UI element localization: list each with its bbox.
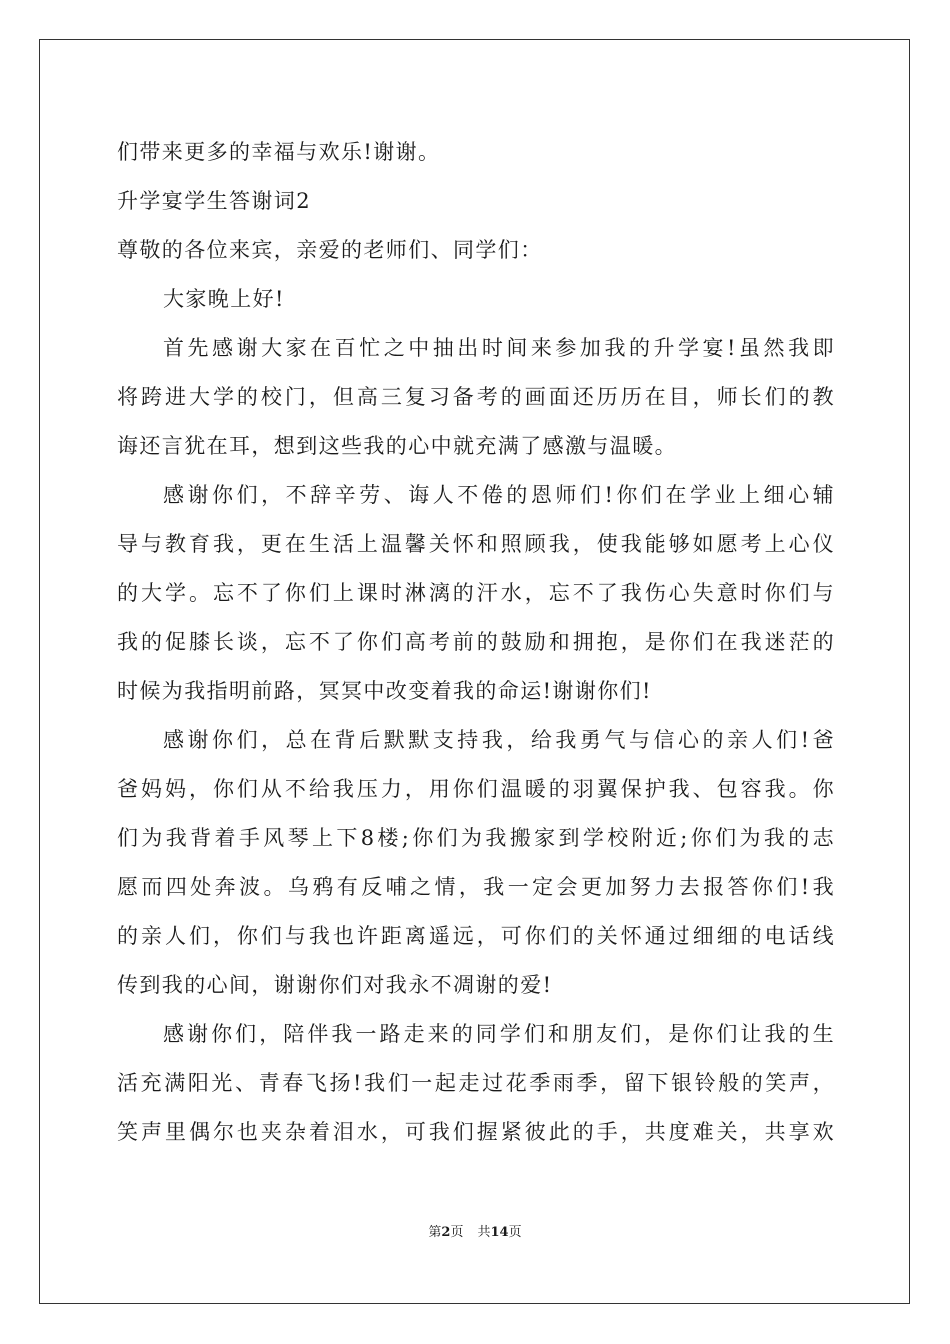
text-line: 愿而四处奔波。乌鸦有反哺之情，我一定会更加努力去报答你们!我: [117, 875, 835, 899]
page-prefix: 第: [428, 1225, 442, 1240]
text-line: 诲还言犹在耳，想到这些我的心中就充满了感激与温暖。: [117, 434, 677, 458]
total-suffix: 页: [508, 1225, 522, 1240]
text-line: 活充满阳光、青春飞扬!我们一起走过花季雨季，留下银铃般的笑声，: [117, 1071, 835, 1095]
text-line: 将跨进大学的校门，但高三复习备考的画面还历历在目，师长们的教: [117, 385, 835, 409]
total-pages: 14: [490, 1225, 509, 1240]
text-line: 尊敬的各位来宾，亲爱的老师们、同学们：: [117, 238, 543, 262]
text-line: 的大学。忘不了你们上课时淋漓的汗水，忘不了我伤心失意时你们与: [117, 581, 835, 605]
text-line: 升学宴学生答谢词2: [117, 189, 311, 213]
text-line: 大家晚上好!: [163, 287, 285, 311]
text-line: 感谢你们，陪伴我一路走来的同学们和朋友们，是你们让我的生: [163, 1022, 835, 1046]
text-line: 导与教育我，更在生活上温馨关怀和照顾我，使我能够如愿考上心仪: [117, 532, 835, 556]
text-line: 我的促膝长谈，忘不了你们高考前的鼓励和拥抱，是你们在我迷茫的: [117, 630, 835, 654]
text-line: 的亲人们，你们与我也许距离遥远，可你们的关怀通过细细的电话线: [117, 924, 835, 948]
page-footer: [0, 1221, 950, 1240]
text-line: 感谢你们，不辞辛劳、诲人不倦的恩师们!你们在学业上细心辅: [163, 483, 835, 507]
text-line: 传到我的心间，谢谢你们对我永不凋谢的爱!: [117, 973, 553, 997]
document-body: [117, 128, 835, 1157]
text-line: 时候为我指明前路，冥冥中改变着我的命运!谢谢你们!: [117, 679, 652, 703]
text-line: 首先感谢大家在百忙之中抽出时间来参加我的升学宴!虽然我即: [163, 336, 835, 360]
page-suffix: 页: [450, 1225, 464, 1240]
text-line: 们带来更多的幸福与欢乐!谢谢。: [117, 140, 441, 164]
text-line: 们为我背着手风琴上下8楼;你们为我搬家到学校附近;你们为我的志: [117, 826, 835, 850]
text-line: 爸妈妈，你们从不给我压力，用你们温暖的羽翼保护我、包容我。你: [117, 777, 835, 801]
total-prefix: 共: [477, 1225, 491, 1240]
page-number: 2: [441, 1225, 451, 1240]
text-line: 感谢你们，总在背后默默支持我，给我勇气与信心的亲人们!爸: [163, 728, 835, 752]
text-line: 笑声里偶尔也夹杂着泪水，可我们握紧彼此的手，共度难关，共享欢: [117, 1120, 835, 1144]
